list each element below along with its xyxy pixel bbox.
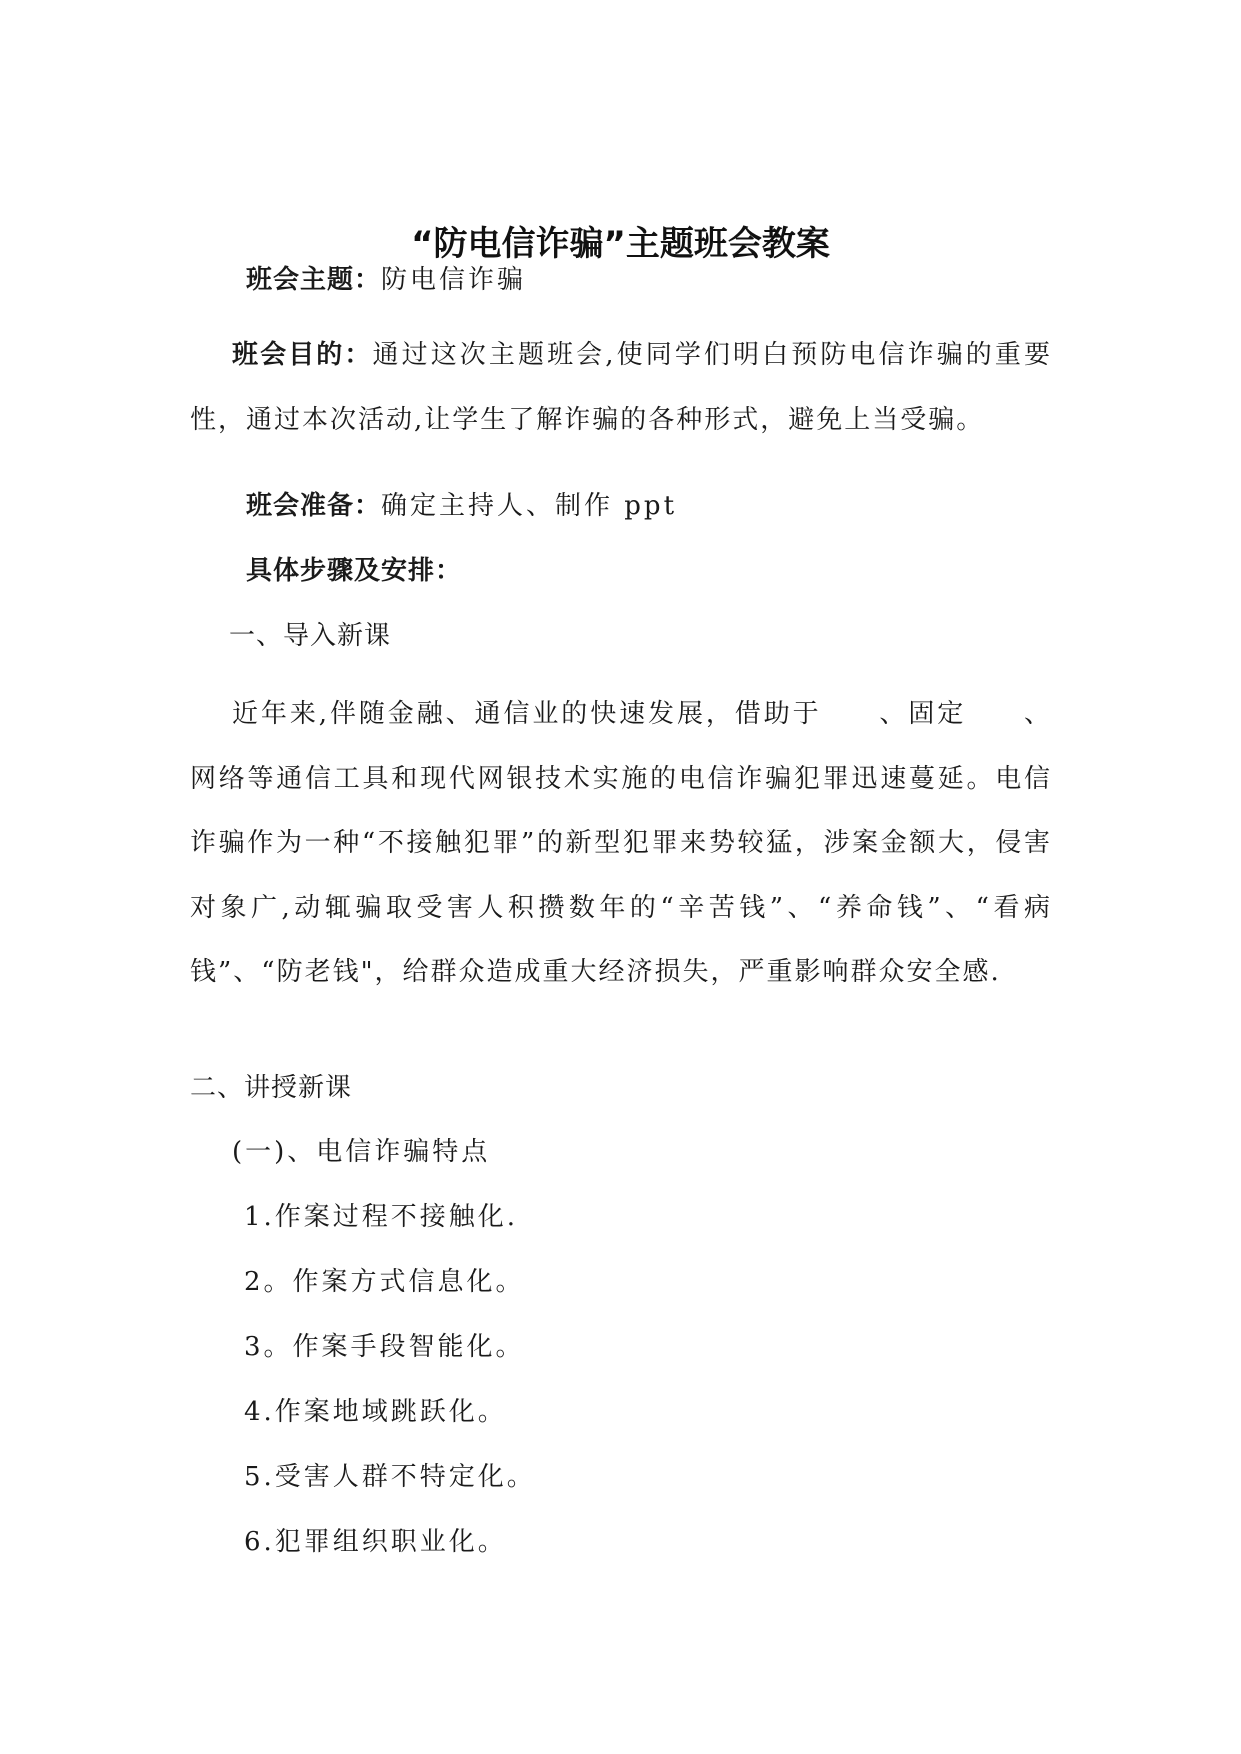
theme-value: 防电信诈骗	[381, 265, 527, 295]
list-item: 3。作案手段智能化。	[244, 1332, 525, 1362]
list-item: 2。作案方式信息化。	[244, 1267, 525, 1297]
prep-label: 班会准备：	[246, 491, 382, 521]
section2-heading: 二、讲授新课	[190, 1073, 353, 1103]
document-title: “防电信诈骗”主题班会教案	[411, 224, 830, 264]
purpose-value: 通过这次主题班会,使同学们明白预防电信诈骗的重要性，通过本次活动,让学生了解诈骗的各种形式，避免上当受骗。	[190, 340, 1052, 435]
list-item: 4.作案地域跳跃化。	[244, 1397, 507, 1427]
prep-line	[246, 488, 677, 524]
prep-value: 确定主持人、制作 ppt	[381, 491, 678, 521]
list-item: 1.作案过程不接触化.	[244, 1202, 519, 1232]
purpose-label: 班会目的：	[232, 340, 373, 370]
theme-label: 班会主题：	[246, 265, 382, 295]
steps-label: 具体步骤及安排：	[246, 556, 463, 586]
section2-subheading: (一)、电信诈骗特点	[232, 1137, 491, 1167]
purpose-paragraph	[190, 323, 1052, 452]
section1-text: 近年来,伴随金融、通信业的快速发展，借助于 、固定 、网络等通信工具和现代网银技术实施的电信诈骗犯罪迅速蔓延。电信诈骗作为一种“不接触犯罪”的新型犯罪来势较猛，涉案金额大，侵害对象广,动辄骗取受害人积攒数年的“辛苦钱”、“养命钱”、“看病钱”、“防老钱"，给群众造成重大经济损失，严重影响群众安全感.	[190, 699, 1052, 987]
list-item: 5.受害人群不特定化。	[244, 1462, 536, 1492]
section1-heading: 一、导入新课	[229, 621, 392, 651]
section1-paragraph	[190, 682, 1052, 1005]
theme-line	[246, 262, 526, 298]
list-item: 6.犯罪组织职业化。	[244, 1527, 507, 1557]
